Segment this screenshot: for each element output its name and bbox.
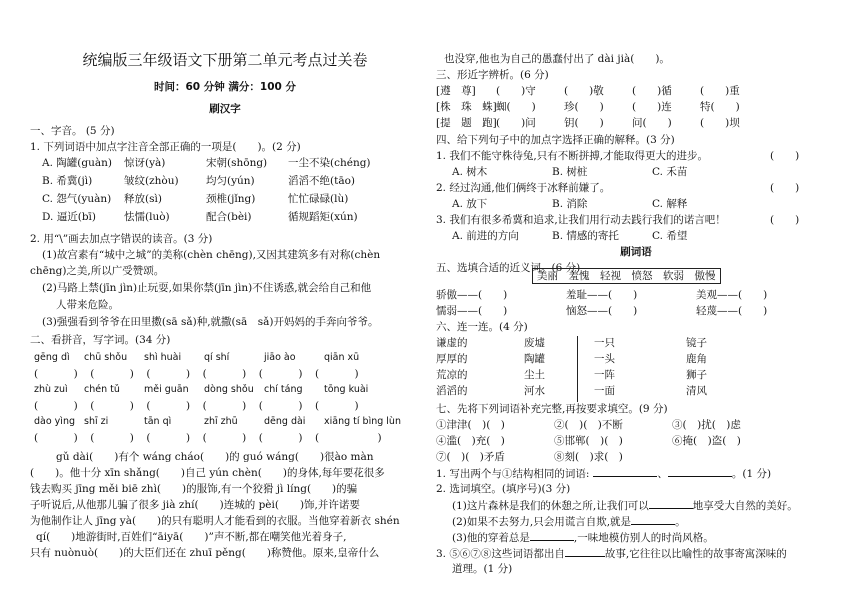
sentence-text: (1)这片森林是我们的休憩之所,让我们可以 (452, 500, 649, 512)
answer-blanks-1[interactable]: ( ) ( ) ( ) ( ) ( ) ( ) (34, 368, 360, 380)
q3-title: 三、形近字辨析。(6 分) (436, 69, 549, 81)
sentence-text: 3. ⑤⑥⑦⑧这些词语都出自 (436, 548, 565, 560)
answer-blanks-2[interactable]: ( ) ( ) ( ) ( ) ( ) ( ) (34, 400, 360, 412)
match-num[interactable]: 一阵 (594, 369, 615, 381)
match-num[interactable]: 一面 (594, 385, 615, 397)
match-left[interactable]: 谦虚的 (436, 337, 468, 349)
q3-blank[interactable]: 特( ) (700, 101, 740, 113)
passage-line: gǔ dài( )有个 wáng cháo( )的 guó wáng( )很ào màn (56, 451, 374, 463)
q4-options-1 (452, 165, 687, 179)
q3-blank[interactable]: ( )敬 (564, 85, 604, 97)
q1-sub1: 1. 下列词语中加点字注音全部正确的一项是( )。(2 分) (30, 141, 301, 153)
pinyin: zhù zuì (34, 384, 68, 395)
option-text: C. 希望 (652, 230, 688, 242)
match-left[interactable]: 厚厚的 (436, 353, 468, 365)
q3-blank[interactable]: ( )连 (632, 101, 672, 113)
q3-blank[interactable]: ( )循 (632, 85, 672, 97)
answer-line[interactable] (668, 466, 732, 477)
pinyin: gēng dì (34, 352, 70, 363)
pinyin: xiāng tí bìng lùn (324, 416, 401, 427)
q3-blank[interactable]: ( )坝 (700, 117, 740, 129)
sentence-text: ,一味地模仿别人的时尚风格。 (573, 532, 714, 544)
q7-sub3-cont: 道理。(1 分) (452, 563, 513, 575)
q1-sub2: 2. 用“\”画去加点字错误的读音。(3 分) (30, 233, 213, 245)
q7-row-1 (436, 418, 741, 432)
option-text: B. 情感的寄托 (552, 230, 619, 242)
q7-sub3 (436, 546, 787, 561)
pinyin: chū shǒu (84, 352, 128, 363)
option-text: 忙忙碌碌(lù) (288, 193, 349, 205)
passage-line: 为他制作让人 jīng yà( )的只有聪明人才能看到的衣服。当他穿着新衣 shén (30, 515, 400, 527)
option-text: D. 逼近(bī) (42, 211, 96, 223)
idiom-item[interactable]: ⑧刻( )求( ) (554, 451, 623, 463)
pinyin: jiāo ào (264, 352, 296, 363)
section-words: 刷词语 (620, 246, 652, 258)
answer-paren[interactable]: ( ) (770, 150, 800, 162)
q1-title: 一、字音。 (5 分) (30, 125, 115, 137)
match-right[interactable]: 狮子 (686, 369, 707, 381)
pinyin: chén tǔ (84, 384, 120, 395)
answer-line[interactable] (649, 498, 693, 509)
idiom-item[interactable]: ⑤邯郸( )( ) (554, 435, 623, 447)
answer-paren[interactable]: ( ) (770, 214, 800, 226)
q7-sub2-1 (452, 498, 798, 513)
q4-item-3: 3. 我们有很多希冀和追求,让我们用行动去践行我们的诺言吧！ (436, 214, 726, 226)
idiom-item[interactable]: ⑦( )( )矛盾 (436, 451, 505, 463)
q3-group: [株 珠 蛛] (436, 101, 497, 113)
match-row (436, 384, 707, 398)
synonym-item[interactable]: 轻蔑——( ) (696, 305, 768, 317)
q3-blank[interactable]: ( )守 (496, 85, 536, 97)
option-text: 一尘不染(chéng) (288, 157, 371, 169)
answer-paren[interactable]: ( ) (770, 182, 800, 194)
passage-line: qí( )地游街时,百姓们“āiyā( )”声不断,都在嘲笑他光着身子, (36, 531, 347, 543)
pinyin: shī zi (84, 416, 109, 427)
match-num[interactable]: 一头 (594, 353, 615, 365)
match-left[interactable]: 滔滔的 (436, 385, 468, 397)
q2-title: 二、看拼音，写字词。(34 分) (30, 334, 171, 346)
q3-row-2 (436, 100, 768, 114)
q3-blank[interactable]: 钥( ) (564, 117, 604, 129)
pinyin: qí shí (204, 352, 230, 363)
q4-title: 四、给下列句子中的加点字选择正确的解释。(3 分) (436, 134, 675, 146)
idiom-item[interactable]: ⑥掩( )盗( ) (672, 435, 741, 447)
q5-row-1 (436, 288, 767, 302)
q4-item-2: 2. 经过沟通,他们俩终于冰释前嫌了。 (436, 182, 611, 194)
option-text: A. 前进的方向 (452, 230, 519, 242)
pinyin: tōng kuài (324, 384, 369, 395)
q7-sub1: 1. 写出两个与①结构相同的词语: 、 。(1 分) (436, 468, 772, 480)
option-text: 颈椎(jǐng) (206, 193, 256, 205)
sentence-text: (3)他的穿着总是 (452, 532, 530, 544)
match-right[interactable]: 清风 (686, 385, 707, 397)
q1-s3: (3)强强看到爷爷在田里擞(sā sǎ)种,就撒(sā sǎ)开妈妈的手奔向爷爷。 (42, 316, 379, 328)
option-text: 循规蹈矩(xún) (288, 211, 358, 223)
sentence-text: 故事,它往往以比喻性的故事寄寓深味的 (604, 548, 787, 560)
option-text: 滔滔不绝(tāo) (288, 175, 355, 187)
option-text: 宋朝(shōng) (206, 157, 268, 169)
pinyin: dòng shǒu (204, 384, 254, 395)
option-text: 怯懦(luò) (124, 211, 170, 223)
sentence-text: 地享受大自然的美好。 (692, 500, 798, 512)
option-text: 释放(sì) (124, 193, 162, 205)
q1-row-d (42, 210, 398, 224)
q3-row-1 (436, 84, 768, 98)
synonym-item[interactable]: 懦弱——( ) (436, 305, 508, 317)
synonym-item[interactable]: 骄傲——( ) (436, 289, 508, 301)
synonym-item[interactable]: 美观——( ) (696, 289, 768, 301)
sentence-text: (2)如果不去努力,只会用谎言自欺,就是 (452, 516, 632, 528)
option-text: A. 放下 (452, 198, 488, 210)
q3-row-3 (436, 116, 768, 130)
match-mid[interactable]: 废墟 (524, 337, 545, 349)
idiom-item[interactable]: ③( )扰( )虑 (672, 419, 741, 431)
idiom-item[interactable]: ②( )( )不断 (554, 419, 623, 431)
q7-sub2: 2. 选词填空。(填序号)(3 分) (436, 483, 571, 495)
option-text: 惊讶(yà) (124, 157, 166, 169)
q3-blank[interactable]: 珍( ) (564, 101, 604, 113)
q1-s1b: chēng)之美,所以广受赞颂。 (30, 265, 165, 277)
match-num[interactable]: 一只 (594, 337, 615, 349)
q5-row-2 (436, 304, 767, 318)
passage-line: 只有 nuònuò( )的大臣们还在 zhuī pěng( )称赞他。原来,皇帝什么 (30, 547, 380, 559)
pinyin: qiān xū (324, 352, 360, 363)
q7-sub1-score: (1 分) (742, 468, 772, 480)
answer-line[interactable] (530, 530, 574, 541)
option-text: 皱纹(zhòu) (124, 175, 179, 187)
pinyin-row-1 (34, 352, 384, 365)
q7-sub2-2: (2)如果不去努力,只会用谎言自欺,就是 。 (452, 516, 686, 528)
option-text: A. 树木 (452, 166, 488, 178)
q3-blank[interactable]: 蜘( ) (496, 101, 536, 113)
q1-s2b: 人带来危险。 (56, 299, 119, 311)
match-row (436, 336, 707, 350)
answer-line[interactable] (565, 546, 605, 557)
pinyin-row-3 (34, 416, 414, 429)
option-text: C. 怨气(yuàn) (42, 193, 112, 205)
q1-row-b (42, 174, 398, 188)
q7-title: 七、先将下列词语补充完整,再按要求填空。(9 分) (436, 403, 668, 415)
passage-line: 子听说后,从他那儿骗了很多 jià zhí( )连城的 pèi( )饰,并许诺要 (30, 499, 360, 511)
section-characters: 刷汉字 (209, 103, 241, 115)
passage-line: 钱去购买 jīng měi biē zhì( )的服饰,有一个狡猾 jì líng( )的骗 (30, 483, 358, 495)
q5-title: 五、选填合适的近义词。(6 分) (436, 262, 581, 274)
match-right[interactable]: 鹿角 (686, 353, 707, 365)
answer-line[interactable] (631, 514, 675, 525)
q3-group: [提 题 跑] (436, 117, 497, 129)
exam-title: 统编版三年级语文下册第二单元考点过关卷 (82, 51, 368, 69)
pinyin-row-2 (34, 384, 384, 397)
answer-blanks-3[interactable]: ( ) ( ) ( ) ( ) ( ) ( ) (34, 432, 383, 444)
q4-item-1: 1. 我们不能守株待兔,只有不断拼搏,才能取得更大的进步。 (436, 150, 709, 162)
word-bank-box: 美丽 羞愧 轻视 愤怒 软弱 傲慢 (532, 268, 721, 284)
q6-title: 六、连一连。(4 分) (436, 321, 528, 333)
q1-s1a: (1)故宫素有“城中之城”的美称(chèn chēng),又因其建筑多有对称(chèn (42, 249, 381, 261)
match-row (436, 352, 707, 366)
passage-line: ( )。他十分 xīn shǎng( )自己 yún chèn( )的身体,每年要花很多 (30, 467, 385, 479)
exam-meta: 时间：60 分钟 满分：100 分 (154, 81, 296, 93)
pinyin: dēng dài (264, 416, 306, 427)
match-mid[interactable]: 陶罐 (524, 353, 545, 365)
synonym-item[interactable]: 恼怒——( ) (566, 305, 638, 317)
pinyin: tān qì (144, 416, 172, 427)
q7-row-3 (436, 450, 623, 464)
option-text: C. 解释 (652, 198, 688, 210)
q4-options-2 (452, 197, 687, 211)
passage-continuation: 也没穿,他也为自己的愚蠢付出了 dài jià( )。 (444, 53, 670, 65)
match-mid[interactable]: 河水 (524, 385, 545, 397)
q4-options-3 (452, 229, 687, 243)
option-text: B. 希冀(jì) (42, 175, 93, 187)
idiom-item[interactable]: ①津津( )( ) (436, 419, 505, 431)
option-text: B. 消除 (552, 198, 588, 210)
q1-s2a: (2)马路上禁(jīn jìn)止玩耍,如果你禁(jīn jìn)不住诱惑,就会给自己和他 (42, 282, 372, 294)
option-text: C. 禾苗 (652, 166, 688, 178)
q3-blank[interactable]: 问( ) (632, 117, 672, 129)
pinyin: shì huài (144, 352, 182, 363)
option-text: 配合(bèi) (206, 211, 252, 223)
match-left[interactable]: 荒凉的 (436, 369, 468, 381)
q7-sub1-text: 1. 写出两个与①结构相同的词语: (436, 468, 590, 480)
pinyin: zhī zhū (204, 416, 238, 427)
q3-blank[interactable]: ( )重 (700, 85, 740, 97)
answer-line[interactable] (593, 466, 657, 477)
q1-row-c (42, 192, 398, 206)
q7-sub2-3 (452, 530, 714, 545)
pinyin: chí táng (264, 384, 303, 395)
q1-row-a (42, 156, 398, 170)
option-text: B. 树桩 (552, 166, 588, 178)
option-text: 均匀(yún) (206, 175, 255, 187)
match-mid[interactable]: 尘土 (524, 369, 545, 381)
pinyin: dào yìng (34, 416, 75, 427)
q7-row-2 (436, 434, 741, 448)
pinyin: měi guān (144, 384, 189, 395)
synonym-item[interactable]: 羞耻——( ) (566, 289, 638, 301)
q3-group: [遵 尊] (436, 85, 476, 97)
idiom-item[interactable]: ④滥( )充( ) (436, 435, 505, 447)
q3-blank[interactable]: ( )问 (496, 117, 536, 129)
match-right[interactable]: 镜子 (686, 337, 707, 349)
match-row (436, 368, 707, 382)
option-text: A. 陶罐(guàn) (42, 157, 112, 169)
